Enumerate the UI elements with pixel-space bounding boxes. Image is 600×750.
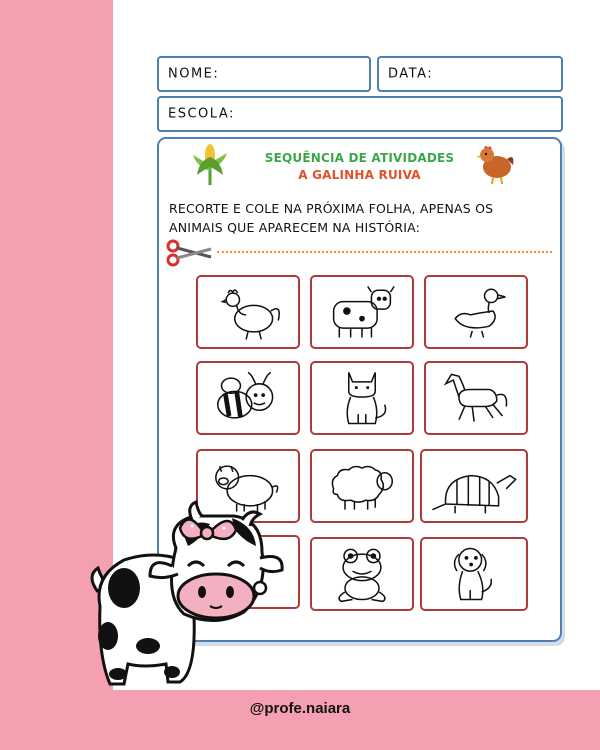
cat-drawing (312, 363, 412, 433)
duck-drawing (426, 277, 526, 347)
frog-drawing (312, 539, 412, 609)
school-field[interactable] (157, 96, 563, 132)
cut-line (217, 251, 552, 253)
animal-card-hen[interactable] (196, 275, 300, 349)
animal-card-horse[interactable] (424, 361, 528, 435)
horse-drawing (426, 363, 526, 433)
animal-card-armadillo[interactable] (420, 449, 528, 523)
animal-card-cat[interactable] (310, 361, 414, 435)
animal-card-frog[interactable] (310, 537, 414, 611)
activity-title: SEQUÊNCIA DE ATIVIDADES (264, 151, 455, 165)
bee-drawing (198, 363, 298, 433)
scissors-icon (165, 239, 215, 267)
animal-card-cow[interactable] (310, 275, 414, 349)
animal-card-bee[interactable] (196, 361, 300, 435)
instruction-line-2: ANIMAIS QUE APARECEM NA HISTÓRIA: (169, 220, 421, 235)
hen-drawing (198, 277, 298, 347)
cow-drawing (312, 277, 412, 347)
hen-icon (475, 141, 515, 185)
sheep-drawing (312, 451, 412, 521)
animal-card-sheep[interactable] (310, 449, 414, 523)
instruction-text (169, 199, 554, 237)
armadillo-drawing (422, 451, 526, 521)
school-label: ESCOLA: (168, 106, 235, 122)
animal-card-duck[interactable] (424, 275, 528, 349)
date-label: DATA: (388, 66, 434, 82)
date-field[interactable] (377, 56, 563, 92)
animal-card-dog[interactable] (420, 537, 528, 611)
dog-drawing (422, 539, 526, 609)
story-title: A GALINHA RUIVA (298, 168, 421, 182)
name-field[interactable] (157, 56, 371, 92)
cow-mascot-image (84, 496, 284, 696)
author-handle: @profe.naiara (249, 700, 351, 717)
instruction-line-1: RECORTE E COLE NA PRÓXIMA FOLHA, APENAS OS (169, 201, 494, 216)
name-label: NOME: (168, 66, 220, 82)
